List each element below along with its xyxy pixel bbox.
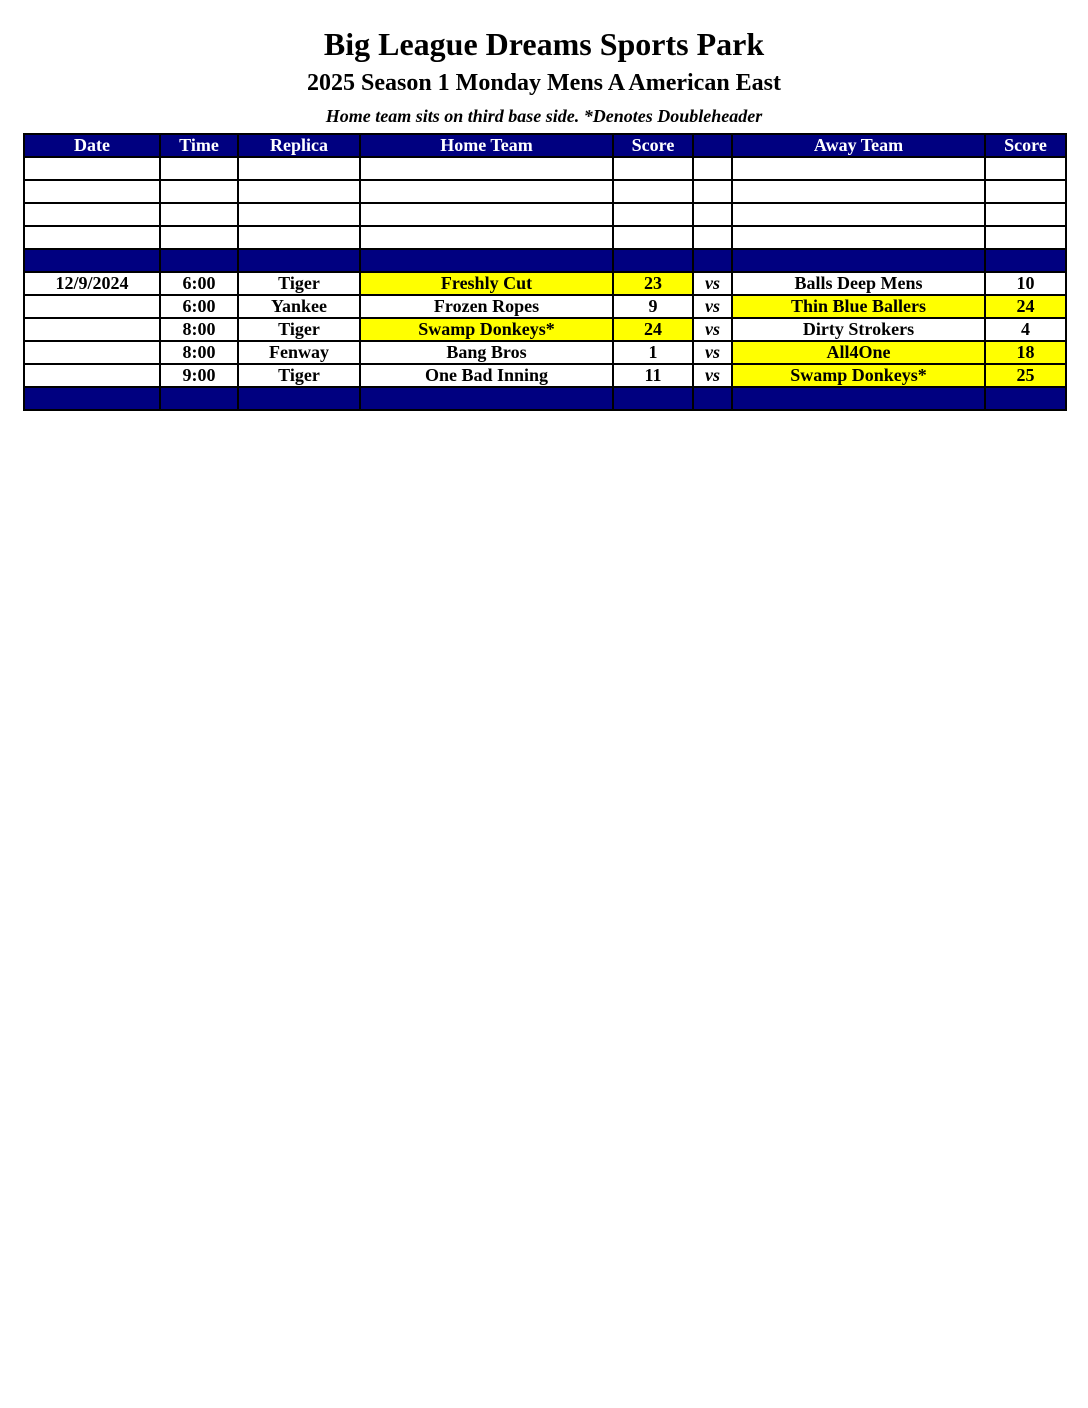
home-team: One Bad Inning bbox=[360, 364, 613, 387]
schedule-note: Home team sits on third base side. *Denotes Doubleheader bbox=[325, 106, 763, 126]
page-title: Big League Dreams Sports Park bbox=[323, 26, 765, 62]
col-header-away-score: Score bbox=[985, 134, 1066, 157]
col-header-time: Time bbox=[160, 134, 238, 157]
away-team: Dirty Strokers bbox=[732, 318, 985, 341]
away-score: 24 bbox=[985, 295, 1066, 318]
game-time: 6:00 bbox=[160, 272, 238, 295]
separator-bar bbox=[24, 249, 1066, 272]
game-row bbox=[24, 364, 1066, 387]
vs-label: vs bbox=[693, 364, 732, 387]
league-subtitle: 2025 Season 1 Monday Mens A American East bbox=[306, 70, 782, 96]
game-replica: Tiger bbox=[238, 272, 360, 295]
home-score: 11 bbox=[613, 364, 693, 387]
home-team: Swamp Donkeys* bbox=[360, 318, 613, 341]
away-team: All4One bbox=[732, 341, 985, 364]
game-time: 8:00 bbox=[160, 318, 238, 341]
home-score: 9 bbox=[613, 295, 693, 318]
home-score: 1 bbox=[613, 341, 693, 364]
game-date bbox=[24, 295, 160, 318]
away-score: 4 bbox=[985, 318, 1066, 341]
game-time: 8:00 bbox=[160, 341, 238, 364]
away-team: Swamp Donkeys* bbox=[732, 364, 985, 387]
away-score: 18 bbox=[985, 341, 1066, 364]
game-replica: Fenway bbox=[238, 341, 360, 364]
home-team: Frozen Ropes bbox=[360, 295, 613, 318]
game-date bbox=[24, 364, 160, 387]
empty-row bbox=[24, 226, 1066, 249]
empty-row bbox=[24, 180, 1066, 203]
home-team: Bang Bros bbox=[360, 341, 613, 364]
col-header-date: Date bbox=[24, 134, 160, 157]
empty-row bbox=[24, 157, 1066, 180]
schedule-table bbox=[23, 133, 1067, 411]
vs-label: vs bbox=[693, 341, 732, 364]
game-time: 6:00 bbox=[160, 295, 238, 318]
game-replica: Yankee bbox=[238, 295, 360, 318]
game-date bbox=[24, 318, 160, 341]
table-header-row bbox=[24, 134, 1066, 157]
game-time: 9:00 bbox=[160, 364, 238, 387]
col-header-replica: Replica bbox=[238, 134, 360, 157]
game-replica: Tiger bbox=[238, 318, 360, 341]
away-team: Thin Blue Ballers bbox=[732, 295, 985, 318]
vs-label: vs bbox=[693, 318, 732, 341]
separator-bar bbox=[24, 387, 1066, 410]
game-date: 12/9/2024 bbox=[24, 272, 160, 295]
game-row bbox=[24, 272, 1066, 295]
game-row bbox=[24, 318, 1066, 341]
home-score: 24 bbox=[613, 318, 693, 341]
vs-label: vs bbox=[693, 272, 732, 295]
away-score: 10 bbox=[985, 272, 1066, 295]
home-score: 23 bbox=[613, 272, 693, 295]
away-score: 25 bbox=[985, 364, 1066, 387]
game-row bbox=[24, 341, 1066, 364]
home-team: Freshly Cut bbox=[360, 272, 613, 295]
col-header-away-team: Away Team bbox=[732, 134, 985, 157]
game-replica: Tiger bbox=[238, 364, 360, 387]
away-team: Balls Deep Mens bbox=[732, 272, 985, 295]
game-row bbox=[24, 295, 1066, 318]
col-header-vs bbox=[693, 134, 732, 157]
col-header-home-team: Home Team bbox=[360, 134, 613, 157]
vs-label: vs bbox=[693, 295, 732, 318]
game-date bbox=[24, 341, 160, 364]
empty-row bbox=[24, 203, 1066, 226]
col-header-home-score: Score bbox=[613, 134, 693, 157]
